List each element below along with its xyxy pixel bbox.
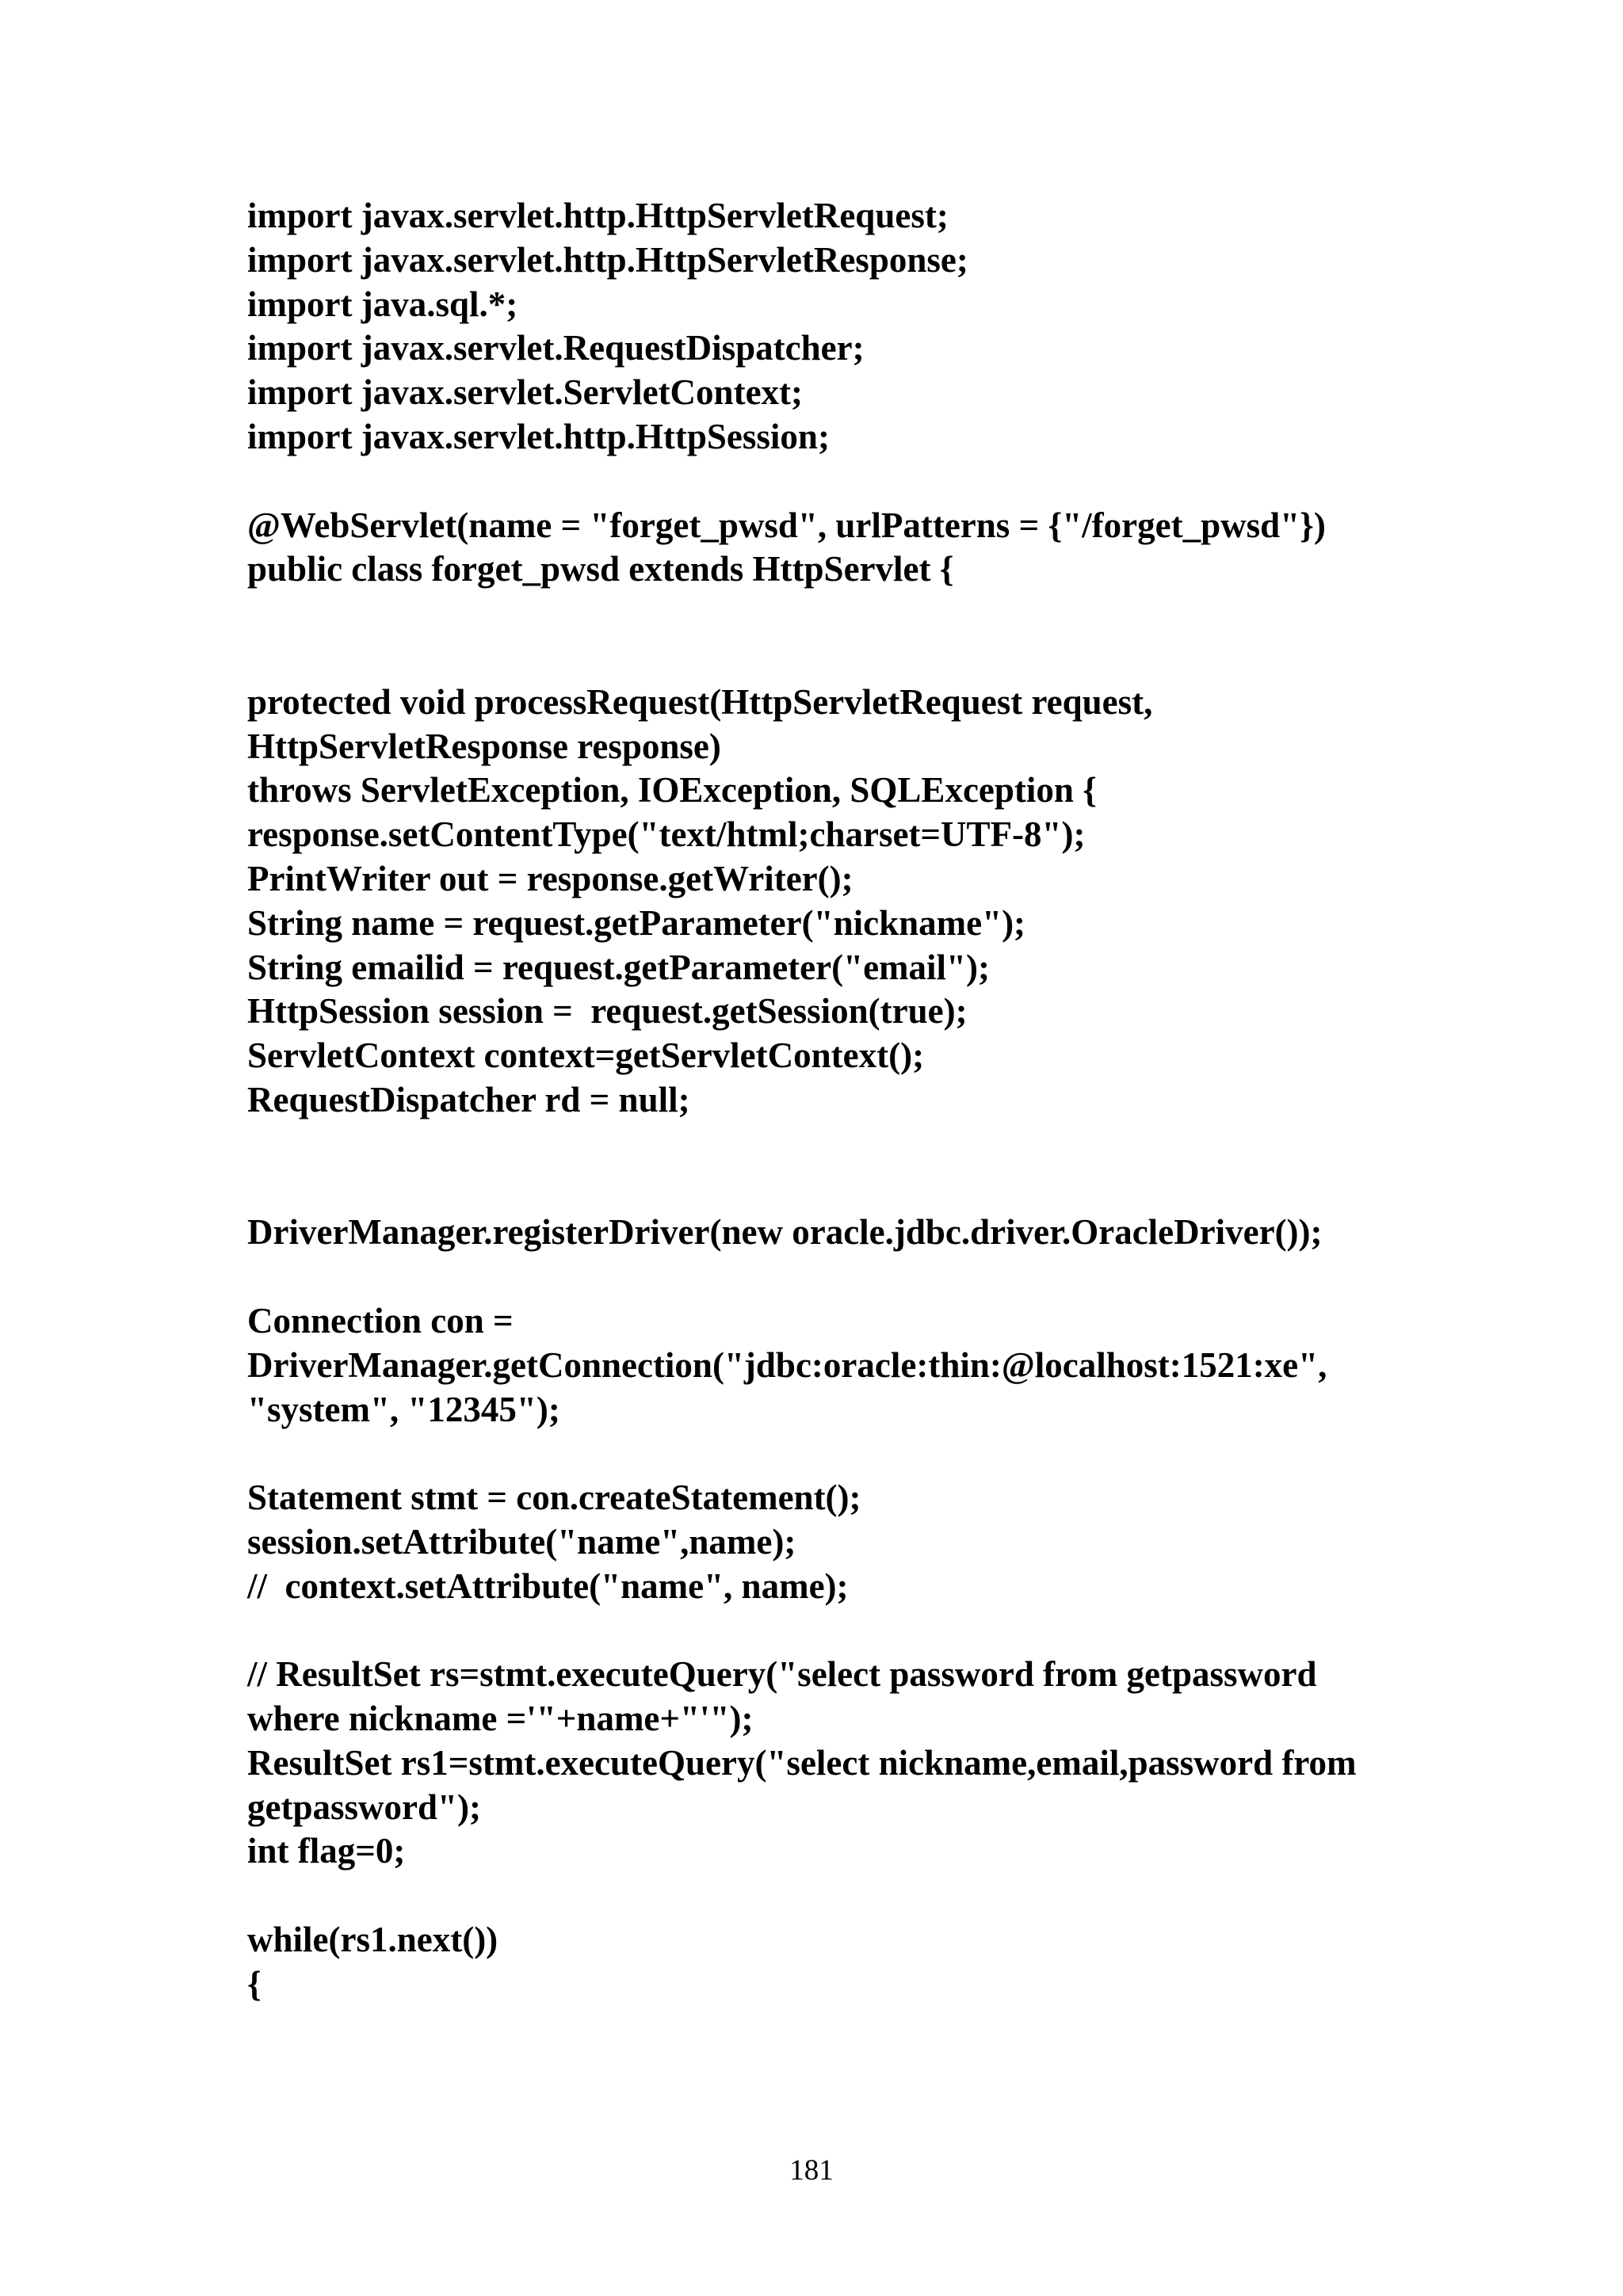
code-line: import javax.servlet.http.HttpServletResponse; [247,239,968,280]
code-line: ResultSet rs1=stmt.executeQuery("select nickname,email,password from [247,1742,1357,1783]
code-line: throws ServletException, IOException, SQLException { [247,770,1097,810]
code-line [247,636,1484,681]
code-line: RequestDispatcher rd = null; [247,1079,690,1119]
code-line: HttpSession session = request.getSession(true); [247,991,968,1032]
code-line [247,1255,1484,1299]
code-line: Statement stmt = con.createStatement(); [247,1478,861,1518]
code-line: PrintWriter out = response.getWriter(); [247,858,854,898]
code-line [247,1874,1484,1918]
code-line: import javax.servlet.http.HttpSession; [247,416,830,456]
code-line: import javax.servlet.RequestDispatcher; [247,328,865,368]
code-line: protected void processRequest(HttpServletRequest request, [247,681,1153,722]
code-line: String emailid = request.getParameter("email"); [247,947,991,987]
code-line [247,592,1484,636]
code-line: { [247,1963,262,2004]
code-line: DriverManager.getConnection("jdbc:oracle:thin:@localhost:1521:xe", [247,1344,1327,1385]
code-line [247,1123,1484,1167]
code-line: import javax.servlet.http.HttpServletRequest; [247,196,949,235]
code-line: // context.setAttribute("name", name); [247,1566,849,1606]
code-line: HttpServletResponse response) [247,726,721,766]
page-number: 181 [789,2154,834,2187]
code-line: import javax.servlet.ServletContext; [247,372,804,413]
code-line: int flag=0; [247,1831,406,1871]
code-line: @WebServlet(name = "forget_pwsd", urlPatterns = {"/forget_pwsd"}) [247,505,1326,545]
code-listing [247,194,1484,2007]
code-line: session.setAttribute("name",name); [247,1521,796,1562]
code-line [247,1432,1484,1476]
code-line: "system", "12345"); [247,1389,560,1429]
code-line [247,460,1484,504]
code-line: where nickname ='"+name+"'"); [247,1699,754,1739]
code-line: public class forget_pwsd extends HttpServlet { [247,549,954,589]
code-line: DriverManager.registerDriver(new oracle.jdbc.driver.OracleDriver()); [247,1212,1323,1253]
code-line: response.setContentType("text/html;charset=UTF-8"); [247,814,1086,855]
code-line: while(rs1.next()) [247,1920,498,1960]
code-line: getpassword"); [247,1787,481,1827]
code-line: ServletContext context=getServletContext(); [247,1035,925,1076]
code-line: // ResultSet rs=stmt.executeQuery("select password from getpassword [247,1654,1317,1695]
code-line [247,1609,1484,1653]
code-line [247,1167,1484,1211]
code-line: Connection con = [247,1300,514,1341]
code-line: String name = request.getParameter("nickname"); [247,902,1026,943]
code-line: import java.sql.*; [247,284,518,324]
